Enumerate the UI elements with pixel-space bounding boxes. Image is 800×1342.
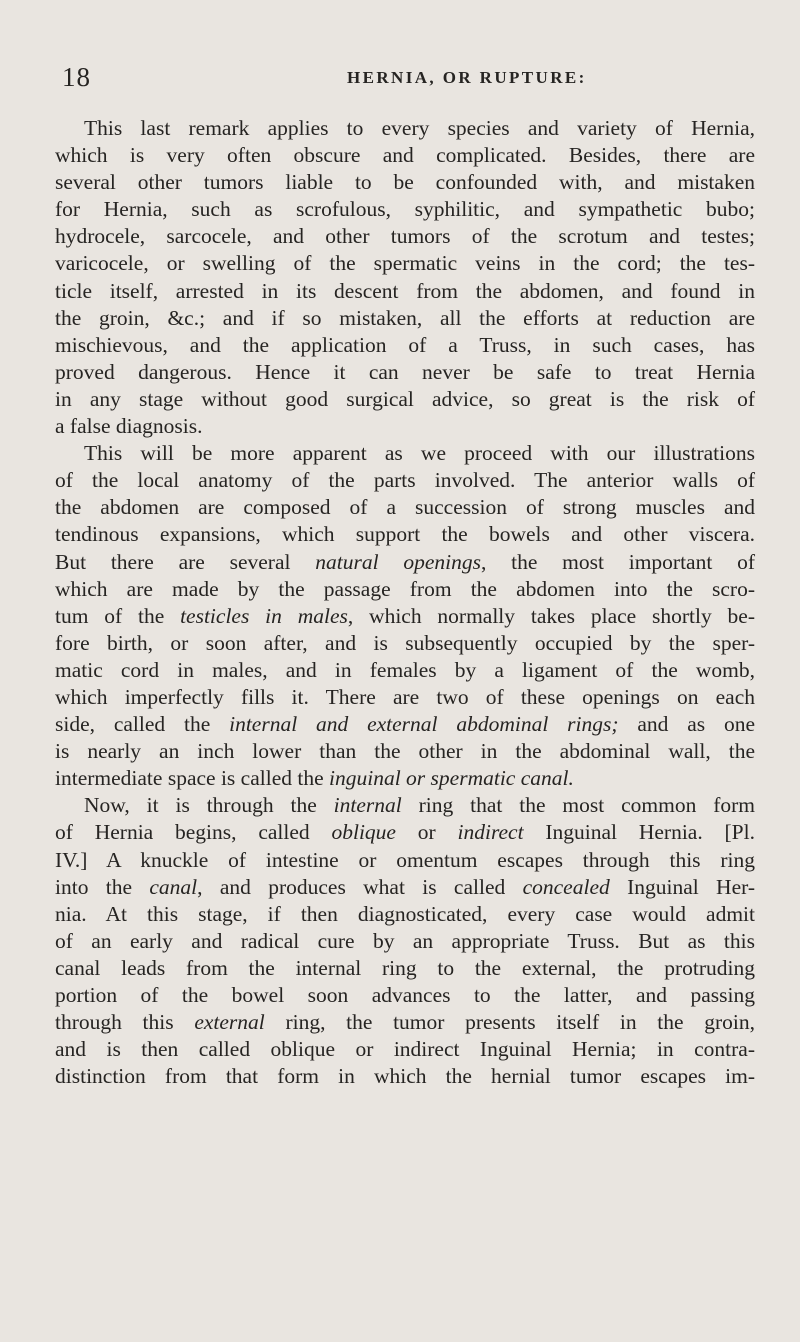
text-line (55, 196, 755, 223)
text-line (55, 684, 755, 711)
text-segment: IV.] A knuckle of intestine or omentum escapes through this ring (55, 847, 755, 872)
text-line (55, 630, 755, 657)
text-segment: This will be more apparent as we proceed with our illustrations (84, 441, 755, 466)
text-segment: nia. At this stage, if then diagnosticated, every case would admit (55, 901, 755, 926)
text-segment: fore birth, or soon after, and is subsequently occupied by the sper- (55, 630, 755, 655)
text-segment: side, called the (55, 712, 230, 737)
italic-text: natural openings (315, 549, 481, 574)
text-segment: ring, the tumor presents itself in the groin, (264, 1010, 755, 1035)
text-segment: tendinous expansions, which support the bowels and other viscera. (55, 522, 755, 547)
text-segment: and as one (618, 712, 755, 737)
text-segment: mischievous, and the application of a Truss, in such cases, has (55, 332, 755, 357)
text-line (55, 549, 755, 576)
text-line (55, 955, 755, 982)
text-segment: the groin, &c.; and if so mistaken, all the efforts at reduction are (55, 305, 755, 330)
text-segment: Inguinal Hernia. [Pl. (523, 820, 755, 845)
text-segment: which is very often obscure and complicated. Besides, there are (55, 143, 755, 168)
running-head: HERNIA, OR RUPTURE: (347, 68, 587, 87)
body-text (55, 115, 755, 1090)
text-segment: This last remark applies to every species and variety of Hernia, (84, 116, 755, 140)
text-line (55, 765, 755, 792)
text-line (55, 169, 755, 196)
text-line (55, 874, 755, 901)
text-line (55, 1063, 755, 1090)
italic-text: external (194, 1010, 265, 1035)
text-segment: , the most important of (480, 549, 755, 574)
text-line (55, 982, 755, 1009)
text-segment: intermediate space is called the (55, 766, 329, 791)
text-segment: hydrocele, sarcocele, and other tumors of the scrotum and testes; (55, 224, 755, 249)
text-line (55, 847, 755, 874)
text-line (55, 250, 755, 277)
text-line (55, 278, 755, 305)
text-segment: which imperfectly fills it. There are two of these openings on each (55, 684, 755, 709)
text-segment: which are made by the passage from the abdomen into the scro- (55, 576, 755, 601)
italic-text: canal (149, 874, 198, 899)
italic-text: oblique (331, 820, 396, 845)
text-segment: varicocele, or swelling of the spermatic veins in the cord; the tes- (55, 251, 755, 276)
text-segment: But there are several (55, 549, 316, 574)
text-segment: into the (55, 874, 150, 899)
text-segment: of the local anatomy of the parts involved. The anterior walls of (55, 468, 755, 493)
text-segment: and is then called oblique or indirect Inguinal Hernia; in contra- (55, 1037, 755, 1062)
text-line (55, 521, 755, 548)
text-segment: or (395, 820, 458, 845)
text-segment: portion of the bowel soon advances to the latter, and passing (55, 983, 755, 1007)
text-line (55, 142, 755, 169)
text-line (55, 115, 755, 142)
text-segment: distinction from that form in which the hernial tumor escapes im- (55, 1064, 755, 1089)
italic-text: testicles in males (180, 603, 348, 628)
text-line (55, 928, 755, 955)
italic-text: internal and external abdominal rings; (229, 712, 619, 737)
text-line (55, 1036, 755, 1063)
text-line (55, 901, 755, 928)
italic-text: inguinal or spermatic canal. (329, 766, 574, 791)
text-segment: is nearly an inch lower than the other in the abdominal wall, the (55, 739, 755, 764)
text-line (55, 711, 755, 738)
text-segment: canal leads from the internal ring to the external, the protruding (55, 955, 755, 980)
page-number: 18 (62, 62, 91, 92)
text-line (55, 603, 755, 630)
text-line (55, 413, 755, 440)
text-segment: , and produces what is called (197, 874, 523, 899)
text-segment: ticle itself, arrested in its descent from the abdomen, and found in (55, 278, 755, 303)
text-segment: in any stage without good surgical advice, so great is the risk of (55, 386, 755, 411)
italic-text: indirect (457, 820, 524, 845)
text-segment: ring that the most common form (401, 793, 755, 818)
text-line (55, 305, 755, 332)
text-line (55, 467, 755, 494)
italic-text: internal (333, 793, 402, 818)
text-line (55, 223, 755, 250)
text-line (55, 657, 755, 684)
text-line (55, 738, 755, 765)
text-line (55, 819, 755, 846)
text-segment: Now, it is through the (84, 793, 334, 818)
text-line (55, 386, 755, 413)
text-segment: for Hernia, such as scrofulous, syphilitic, and sympathetic bubo; (55, 197, 755, 222)
italic-text: concealed (522, 874, 610, 899)
text-line (55, 359, 755, 386)
page-header (62, 62, 752, 94)
text-line (55, 1009, 755, 1036)
text-segment: , which normally takes place shortly be- (347, 603, 756, 628)
text-segment: through this (55, 1010, 195, 1035)
text-line (55, 792, 755, 819)
text-segment: tum of the (55, 603, 181, 628)
text-line (55, 440, 755, 467)
text-segment: matic cord in males, and in females by a ligament of the womb, (55, 657, 755, 682)
text-segment: several other tumors liable to be confounded with, and mistaken (55, 170, 755, 195)
text-segment: Inguinal Her- (609, 874, 756, 899)
text-line (55, 576, 755, 603)
text-segment: of Hernia begins, called (55, 820, 332, 845)
text-line (55, 332, 755, 359)
text-line (55, 494, 755, 521)
text-segment: proved dangerous. Hence it can never be safe to treat Hernia (55, 359, 755, 384)
text-segment: the abdomen are composed of a succession of strong muscles and (55, 495, 755, 520)
text-segment: of an early and radical cure by an appropriate Truss. But as this (55, 928, 755, 953)
text-segment: a false diagnosis. (55, 414, 203, 439)
